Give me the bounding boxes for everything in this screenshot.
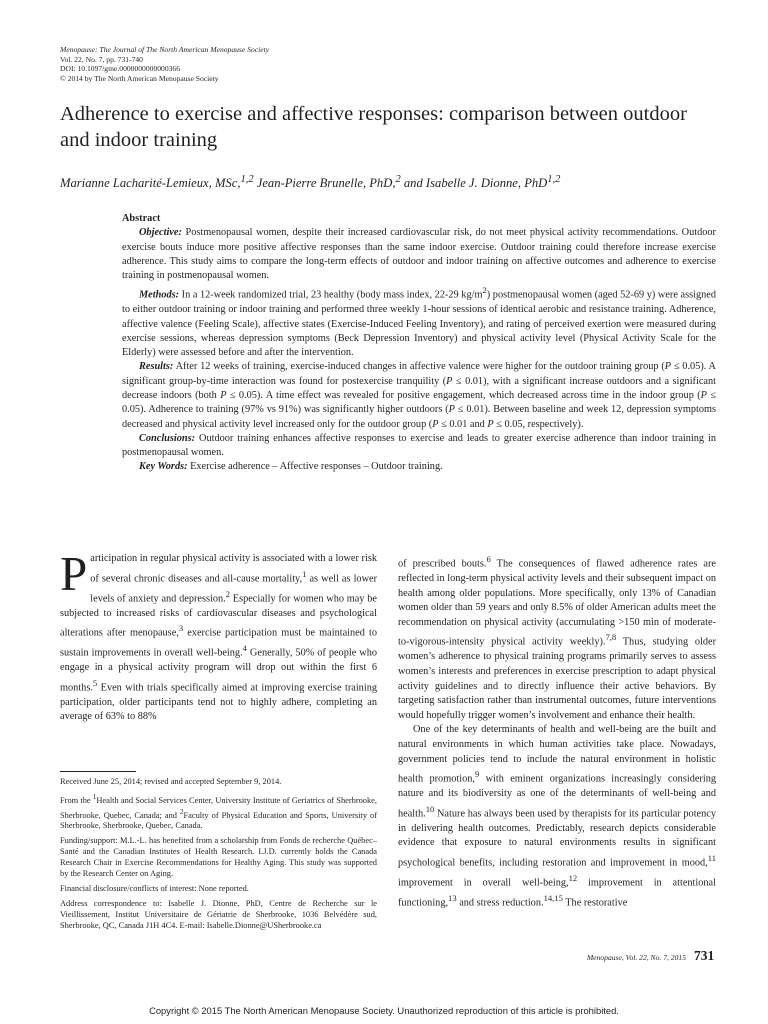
- results-text: ≤ 0.01 and: [438, 418, 488, 430]
- note-text: From the: [60, 795, 93, 805]
- superscript: 1: [92, 792, 97, 801]
- body-text: One of the key determinants of health and well-being are the built and natural environments in which human activities take place. Nowadays, government policies tend to include the natural environment in holistic health promotion,: [398, 724, 716, 785]
- citation: 11: [707, 852, 716, 863]
- citation: 7,8: [605, 632, 617, 643]
- drop-cap: P: [60, 546, 88, 601]
- p-symbol: P: [700, 389, 707, 401]
- abstract-heading: Abstract: [122, 213, 161, 224]
- abstract-keywords: [122, 460, 716, 474]
- conclusions-label: Conclusions:: [139, 432, 196, 444]
- methods-label: Methods:: [139, 289, 180, 301]
- body-text: improvement in overall well-being,: [398, 877, 569, 889]
- results-text: ≤ 0.01). Between baseline and week 12, depression symptoms decreased and physical activity level increased only for the outdoor group (: [122, 404, 717, 430]
- results-text: ≤ 0.05). A significant group-by-time interaction was found for postexercise tranquility (: [122, 361, 716, 387]
- results-text: After 12 weeks of training, exercise-induced changes in affective valence were higher for the outdoor training group (: [173, 361, 665, 373]
- journal-doi: DOI: 10.1097/gme.0000000000000366: [60, 64, 181, 74]
- journal-volume: Vol. 22, No. 7, pp. 731-740: [60, 54, 143, 64]
- author-affiliation: 1,2: [240, 174, 254, 185]
- body-paragraph: [60, 546, 378, 725]
- abstract-objective: [122, 226, 716, 283]
- body-text: The consequences of flawed adherence rates are reflected in long-term physical activity levels and their subsequent impact on health among older populations. More specifically, only 13% of Canadian women older than 59 years and only 8.5% of older American adults meet the recommendation on physical activity (accumulating >150 min of moderate-to-vigorous-intensity physical activity weekly).: [398, 558, 716, 648]
- abstract-conclusions: [122, 432, 716, 461]
- author-list: [60, 174, 740, 191]
- abstract-methods: [122, 283, 716, 360]
- citation: 2: [225, 588, 231, 599]
- note-text: Health and Social Services Center, University Institute of Geriatrics of Sherbrooke, Sherbrooke, Quebec, Canada; and: [60, 795, 377, 820]
- body-text: as well as lower levels of anxiety and depression.: [90, 573, 378, 605]
- abstract: [122, 212, 716, 475]
- results-text: ≤ 0.05). A time effect was revealed for positive engagement, which decreased across time in the indoor group (: [226, 389, 701, 401]
- results-text: ≤ 0.05, respectively).: [493, 418, 584, 430]
- journal-header: [60, 45, 269, 83]
- page-number: 731: [694, 948, 715, 963]
- author-name: and Isabelle J. Dionne, PhD: [400, 176, 548, 191]
- journal-copyright: © 2014 by The North American Menopause Society: [60, 73, 219, 83]
- disclosure-note: Financial disclosure/conflicts of interest: None reported.: [60, 883, 249, 893]
- methods-text: ) postmenopausal women (aged 52-69 y) were assigned to either outdoor training or indoor training and performed three weekly 1-hour sessions of identical aerobic and resistance training. Adherence, affective valence (Feeling Scale), affective states (Exercise-Induced Feeling Inventory), and rating of perceived exertion were measured during exercise sessions, whereas depression symptoms (Beck Depression Inventory) and physical activity level (Physical Activity Scale for the Elderly) were assessed before and after the intervention.: [122, 289, 716, 359]
- p-symbol: P: [220, 389, 227, 401]
- body-text: Thus, studying older women’s adherence to physical training programs primarily serves to assess women’s interests and preferences in exercise prescription to adapt physical activity guidelines and to directly influence their active behaviors. By targeting satisfaction rather than instrumental outcomes, future interventions would hopefully trigger women’s involvement and enhance their health.: [398, 636, 716, 721]
- citation: 10: [425, 803, 435, 814]
- body-text: improvement in attentional functioning,: [398, 877, 716, 909]
- body-text: articipation in regular physical activity is associated with a lower risk of several chronic diseases and all-cause mortality,: [90, 553, 377, 585]
- author-name: Marianne Lacharité-Lemieux, MSc,: [60, 176, 241, 191]
- copyright-notice: Copyright © 2015 The North American Menopause Society. Unauthorized reproduction of this article is prohibited.: [149, 1005, 619, 1016]
- body-text: Even with trials specifically aimed at improving exercise training participation, older participants tend not to highly adhere, completing an average of 63% to 88%: [60, 682, 377, 723]
- citation: 12: [568, 872, 578, 883]
- body-paragraph: [398, 723, 716, 911]
- p-symbol: P: [432, 418, 439, 430]
- correspondence-note: Address correspondence to: Isabelle J. Dionne, PhD, Centre de Recherche sur le Vieillissement, Institut Universitaire de Gériatrie de Sherbrooke, 1036 Belvédère sud, Sherbrooke, QC, Canada J1H 4C4. E-mail: Isabelle.Dionne@USherbrooke.ca: [60, 898, 377, 930]
- objective-text: Postmenopausal women, despite their increased cardiovascular risk, do not meet physical activity recommendations. Outdoor exercise bouts induce more positive affective responses than the same indoor exercise. Outdoor training could therefore increase exercise adherence. This study aims to compare the long-term effects of outdoor and indoor training on affective outcomes and adherence to exercise training in postmenopausal women.: [122, 227, 716, 282]
- citation: 4: [242, 643, 247, 654]
- results-label: Results:: [139, 361, 174, 373]
- journal-name: Menopause: The Journal of The North American Menopause Society: [60, 45, 270, 54]
- citation: 6: [486, 554, 491, 564]
- received-note: Received June 25, 2014; revised and accepted September 9, 2014.: [60, 777, 282, 786]
- body-text: of prescribed bouts.: [398, 558, 487, 570]
- body-paragraph: [398, 552, 716, 723]
- footer-journal-ref: Menopause, Vol. 22, No. 7, 2015: [586, 953, 686, 962]
- body-text: exercise participation must be maintained to sustain improvements in overall well-being.: [60, 627, 377, 659]
- p-symbol: P: [487, 418, 494, 430]
- body-text: Generally, 50% of people who engage in a physical activity program will drop out within the first 6 months.: [60, 647, 377, 694]
- body-column-left: [60, 546, 378, 725]
- citation: 9: [474, 769, 480, 780]
- conclusions-text: Outdoor training enhances affective responses to exercise and leads to greater exercise adherence than indoor training in postmenopausal women.: [122, 432, 716, 459]
- keywords-text: Exercise adherence – Affective responses – Outdoor training.: [187, 461, 443, 473]
- body-text: with eminent organizations increasingly considering nature and its biodiversity as one of the determinants of well-being and health.: [398, 773, 716, 820]
- note-text: Faculty of Physical Education and Sports, University of Sherbrooke, Sherbrooke, Quebec, Canada.: [60, 810, 378, 831]
- p-symbol: P: [664, 361, 672, 373]
- objective-label: Objective:: [139, 227, 182, 239]
- funding-note: Funding/support: M.L.-L. has benefited from a scholarship from Fonds de recherche Québec–Santé and the Canadian Institutes of Health Research. I.J.D. currently holds the Canada Research Chair in Exercise Recommendations for Healthy Aging. This study was supported by the Research Center on Aging.: [60, 836, 377, 878]
- superscript: 2: [482, 285, 487, 296]
- body-column-right: [398, 552, 716, 911]
- citation: 3: [178, 623, 184, 634]
- body-text: Especially for women who may be subjected to increased risks of cardiovascular diseases and psychological alterations after menopause,: [60, 593, 377, 639]
- citation: 13: [448, 893, 457, 903]
- article-notes: [60, 777, 377, 935]
- citation: 5: [92, 677, 98, 688]
- author-name: Jean-Pierre Brunelle, PhD,: [253, 176, 396, 191]
- footnote-divider: [60, 771, 136, 772]
- results-text: ≤ 0.01), with a significant increase outdoors and a significant decrease indoors (both: [122, 375, 716, 401]
- author-affiliation: 2: [395, 174, 401, 185]
- abstract-results: [122, 360, 716, 431]
- methods-text: In a 12-week randomized trial, 23 healthy (body mass index, 22-29 kg/m: [179, 289, 483, 301]
- affiliation-note: [60, 792, 377, 832]
- citation: 1: [302, 568, 307, 579]
- author-affiliation: 1,2: [547, 174, 561, 185]
- results-text: ≤ 0.05). Adherence to training (97% vs 91%) was significantly higher outdoors (: [122, 389, 716, 416]
- article-title: Adherence to exercise and affective responses: comparison between outdoor and indoor training: [60, 103, 687, 151]
- keywords-label: Key Words:: [139, 461, 188, 473]
- p-symbol: P: [446, 375, 453, 387]
- superscript: 2: [180, 807, 184, 816]
- body-text: Nature has always been used by therapists for its particular potency in delivering health outcomes. Predictably, research depicts considerable evidence that exposure to natural environments results in significant psychological benefits, including restoration and improvement in mood,: [398, 808, 716, 869]
- p-symbol: P: [448, 404, 455, 416]
- citation: 14,15: [543, 893, 563, 903]
- body-text: The restorative: [562, 897, 628, 909]
- body-text: and stress reduction.: [456, 897, 544, 909]
